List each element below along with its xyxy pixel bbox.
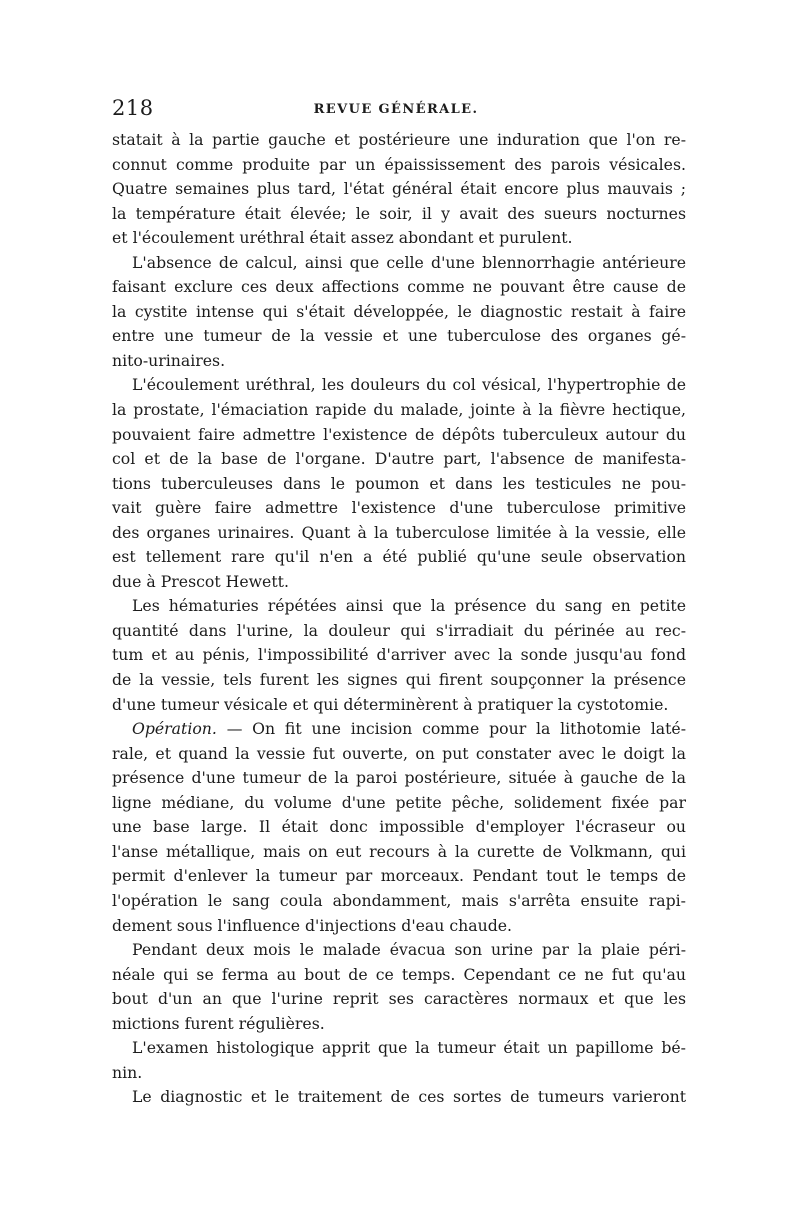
- text-line: [112, 717, 686, 742]
- text-line: L'écoulement uréthral, les douleurs du col vésical, l'hypertrophie de: [132, 375, 686, 395]
- text-line: col et de la base de l'organe. D'autre part, l'absence de manifesta-: [112, 449, 686, 469]
- text-line: la température était élevée; le soir, il y avait des sueurs nocturnes: [112, 203, 686, 223]
- text-line: bout d'un an que l'urine reprit ses caractères normaux et que les: [112, 989, 686, 1009]
- text-line: L'examen histologique apprit que la tumeur était un papillome bé-: [132, 1038, 686, 1058]
- text-line: statait à la partie gauche et postérieure une induration que l'on re-: [112, 130, 686, 149]
- text-line: due à Prescot Hewett.: [112, 571, 289, 591]
- text-line: des organes urinaires. Quant à la tuberculose limitée à la vessie, elle: [112, 522, 686, 542]
- operation-label: Opération.: [132, 719, 217, 739]
- text-line: vait guère faire admettre l'existence d'une tuberculose primitive: [112, 498, 686, 518]
- text-line: dement sous l'influence d'injections d'eau chaude.: [112, 915, 513, 935]
- text-line: tions tuberculeuses dans le poumon et dans les testicules ne pou-: [112, 473, 686, 493]
- text-line: nin.: [112, 1062, 143, 1082]
- text-line: connut comme produite par un épaississement des parois vésicales.: [112, 154, 686, 174]
- text-line: l'anse métallique, mais on eut recours à la curette de Volkmann, qui: [112, 841, 686, 861]
- text-line: Quatre semaines plus tard, l'état général était encore plus mauvais ;: [112, 179, 686, 199]
- text-line: Les hématuries répétées ainsi que la présence du sang en petite: [132, 596, 686, 616]
- page-number: 218: [112, 96, 154, 120]
- text-line: d'une tumeur vésicale et qui déterminèrent à pratiquer la cystotomie.: [112, 694, 669, 714]
- text-line: la prostate, l'émaciation rapide du malade, jointe à la fièvre hectique,: [112, 400, 686, 420]
- text-line: faisant exclure ces deux affections comme ne pouvant être cause de: [112, 277, 686, 297]
- text-line: néale qui se ferma au bout de ce temps. Cependant ce ne fut qu'au: [112, 964, 686, 984]
- page-header: [112, 96, 680, 126]
- text-line: Pendant deux mois le malade évacua son urine par la plaie péri-: [132, 940, 686, 960]
- text-line: la cystite intense qui s'était développée, le diagnostic restait à faire: [112, 301, 686, 321]
- text-line: de la vessie, tels furent les signes qui firent soupçonner la présence: [112, 670, 686, 690]
- text-line: entre une tumeur de la vessie et une tuberculose des organes gé-: [112, 326, 686, 346]
- text-line: nito-urinaires.: [112, 350, 226, 370]
- text-line: pouvaient faire admettre l'existence de dépôts tuberculeux autour du: [112, 424, 686, 444]
- text-line: rale, et quand la vessie fut ouverte, on put constater avec le doigt la: [112, 743, 686, 763]
- text-line: et l'écoulement uréthral était assez abondant et purulent.: [112, 228, 573, 248]
- text-line: quantité dans l'urine, la douleur qui s'irradiait du périnée au rec-: [112, 620, 686, 640]
- text-line: tum et au pénis, l'impossibilité d'arriver avec la sonde jusqu'au fond: [112, 645, 686, 665]
- running-title: REVUE GÉNÉRALE.: [313, 102, 479, 117]
- text-line: permit d'enlever la tumeur par morceaux. Pendant tout le temps de: [112, 866, 686, 886]
- text-line: L'absence de calcul, ainsi que celle d'une blennorrhagie antérieure: [132, 252, 686, 272]
- text-line: ligne médiane, du volume d'une petite pêche, solidement fixée par: [112, 792, 686, 812]
- text-line-rest: — On fit une incision comme pour la lithotomie laté-: [226, 719, 686, 739]
- text-line: est tellement rare qu'il n'en a été publié qu'une seule observation: [112, 547, 686, 567]
- text-line: une base large. Il était donc impossible d'employer l'écraseur ou: [112, 817, 686, 837]
- text-line: mictions furent régulières.: [112, 1013, 325, 1033]
- body-text: [112, 128, 686, 1110]
- text-line: l'opération le sang coula abondamment, mais s'arrêta ensuite rapi-: [112, 890, 686, 910]
- text-line: Le diagnostic et le traitement de ces sortes de tumeurs varieront: [132, 1087, 686, 1107]
- text-line: présence d'une tumeur de la paroi postérieure, située à gauche de la: [112, 768, 686, 788]
